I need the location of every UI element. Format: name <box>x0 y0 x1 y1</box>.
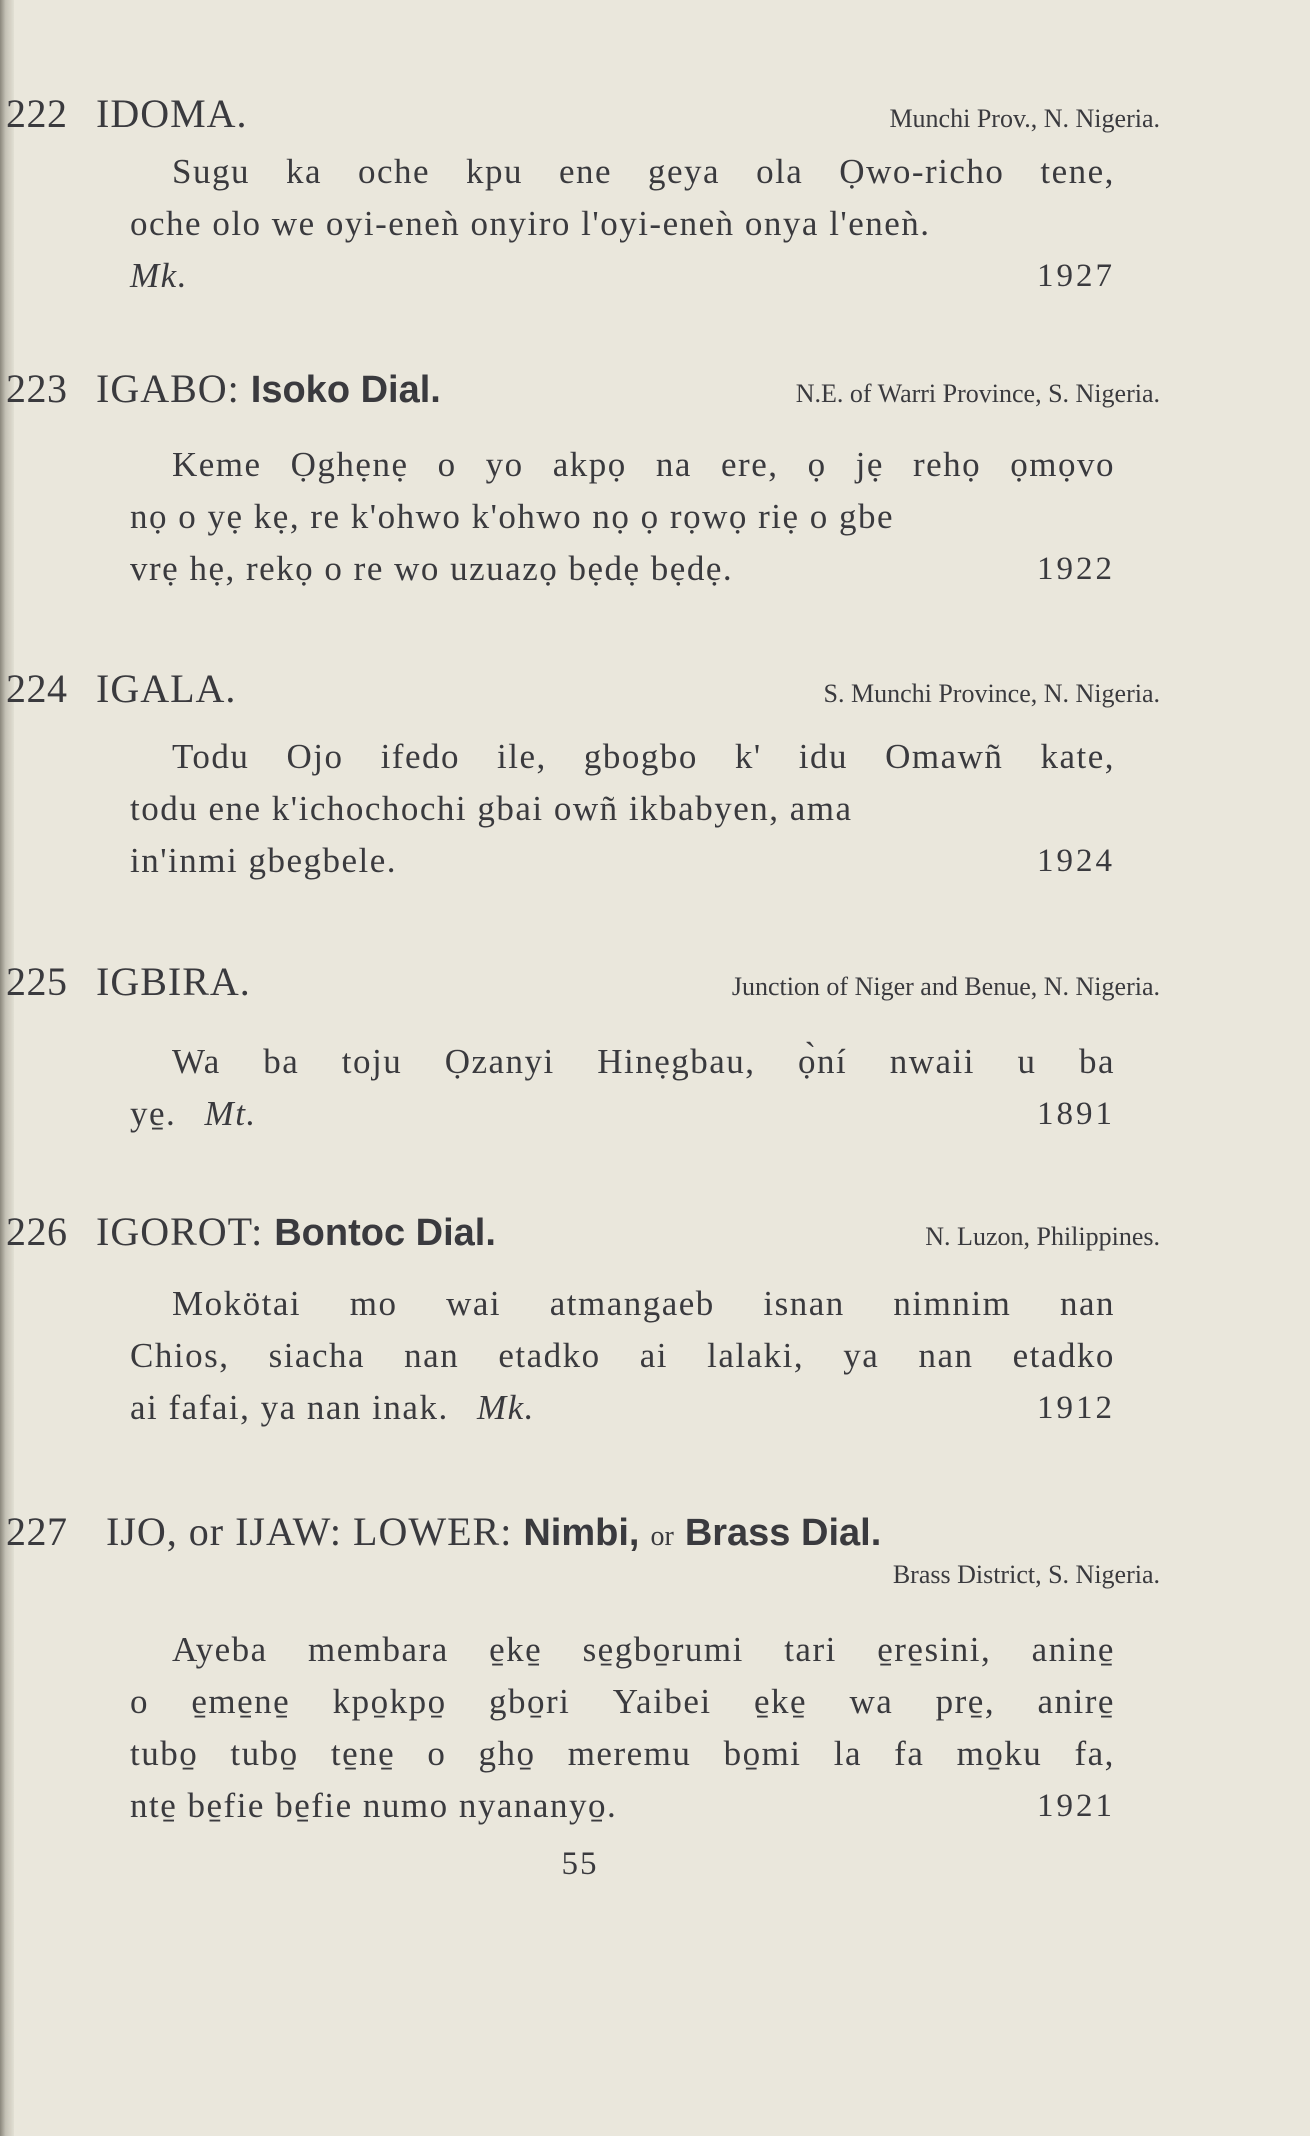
word: ai <box>639 1336 669 1375</box>
word: meremu <box>567 1734 692 1773</box>
text-line-content: ai fafai, ya nan inak. <box>130 1388 449 1427</box>
word: toju <box>341 1042 403 1081</box>
word: siacha <box>268 1336 366 1375</box>
entry-number: 226 <box>6 1209 68 1254</box>
entry-number: 225 <box>6 959 68 1004</box>
word: wai <box>446 1284 502 1323</box>
region-label: N. Luzon, Philippines. <box>925 1222 1160 1251</box>
word: kate, <box>1040 737 1115 776</box>
entry-heading <box>0 90 1160 150</box>
word: u <box>1017 1042 1037 1081</box>
word: idu <box>798 737 849 776</box>
word: tubo̱ <box>230 1734 299 1773</box>
word: ba <box>263 1042 300 1081</box>
word: mo <box>349 1284 398 1323</box>
text-line: nọ o yẹ kẹ, re k'ohwo k'ohwo nọ ọ rọwọ riẹ o gbe <box>130 497 895 536</box>
word: wa <box>849 1682 894 1721</box>
word: pre̱, <box>935 1682 996 1721</box>
region-label: Brass District, S. Nigeria. <box>892 1560 1160 1589</box>
text-line <box>130 1382 1115 1434</box>
word: bo̱mi <box>723 1734 802 1773</box>
word: ya <box>843 1336 880 1375</box>
source-abbreviation: Mk. <box>130 256 188 295</box>
word: anire̱ <box>1037 1682 1115 1721</box>
word: ola <box>756 152 804 191</box>
word: ọmọvo <box>1010 445 1115 484</box>
word: fa <box>894 1734 925 1773</box>
year: 1924 <box>1037 843 1115 879</box>
word: Hinẹgbau, <box>597 1042 756 1081</box>
word: nan <box>404 1336 460 1375</box>
entry-number: 224 <box>6 666 68 711</box>
text-line-content: in'inmi gbegbele. <box>130 841 398 880</box>
entry-region-row <box>0 1560 1160 1620</box>
entry-heading <box>0 958 1160 1018</box>
text-line: oche olo we oyi-eneǹ onyiro l'oyi-eneǹ onya l'eneǹ. <box>130 204 931 243</box>
text-line-content: ye̱. <box>130 1094 177 1133</box>
word: Todu <box>172 737 250 776</box>
text-line <box>130 250 1115 302</box>
entry-heading <box>0 665 1160 725</box>
year: 1921 <box>1037 1788 1115 1824</box>
word: Chios, <box>130 1336 230 1375</box>
word: la <box>833 1734 862 1773</box>
dialect-name: Isoko Dial. <box>250 369 441 411</box>
word: tubo̱ <box>130 1734 199 1773</box>
word: Yaibei <box>612 1682 712 1721</box>
word: atmangaeb <box>549 1284 715 1323</box>
word: e̱ke̱ <box>753 1682 808 1721</box>
source-abbreviation: Mt. <box>204 1094 257 1133</box>
word: tari <box>784 1630 837 1669</box>
text-line-content: vrẹ hẹ, rekọ o re wo uzuazọ bẹdẹ bẹdẹ. <box>130 549 734 588</box>
text-line <box>130 1278 1115 1330</box>
language-title: IGOROT: <box>96 1209 264 1254</box>
word: kpu <box>466 152 523 191</box>
language-name: IDOMA. <box>96 91 248 136</box>
word: anine̱ <box>1031 1630 1115 1669</box>
specimen-text <box>130 146 1115 302</box>
word: membara <box>308 1630 449 1669</box>
entry-heading <box>0 1508 1160 1568</box>
word: etadko <box>498 1336 601 1375</box>
word: o <box>130 1682 149 1721</box>
word: e̱re̱sini, <box>877 1630 992 1669</box>
source-abbreviation: Mk. <box>476 1388 535 1427</box>
language-name <box>106 1508 881 1555</box>
word: ba <box>1078 1042 1115 1081</box>
word: ka <box>285 152 322 191</box>
word: e̱me̱ne̱ <box>191 1682 291 1721</box>
word: ọ <box>807 445 827 484</box>
word: Ọwo-richo <box>839 152 1005 191</box>
word: mo̱ku <box>956 1734 1043 1773</box>
text-line: todu ene k'ichochochi gbai owñ ikbabyen, ama <box>130 789 853 828</box>
word: Ojo <box>286 737 344 776</box>
word: gbo̱ri <box>489 1682 571 1721</box>
word: Ayeba <box>172 1630 268 1669</box>
entry-heading <box>0 1208 1160 1268</box>
text-line <box>130 835 1115 887</box>
word: Wa <box>172 1042 221 1081</box>
word: yo <box>485 445 524 484</box>
text-line <box>130 543 1115 595</box>
word: nan <box>918 1336 974 1375</box>
word: gho̱ <box>478 1734 536 1773</box>
language-title: IJO, or IJAW: LOWER: <box>106 1509 513 1554</box>
word: nimnim <box>893 1284 1012 1323</box>
text-line <box>130 439 1115 491</box>
word: isnan <box>763 1284 845 1323</box>
entry-number: 222 <box>6 91 68 136</box>
word: lalaki, <box>707 1336 805 1375</box>
word: tene, <box>1040 152 1115 191</box>
word: fa, <box>1074 1734 1115 1773</box>
text-line <box>130 1676 1115 1728</box>
word: na <box>655 445 692 484</box>
text-line <box>130 1088 1115 1140</box>
word: nan <box>1059 1284 1115 1323</box>
text-line <box>130 146 1115 198</box>
entry-number: 227 <box>6 1509 68 1554</box>
text-line <box>130 1036 1115 1088</box>
text-line <box>130 1780 1115 1832</box>
word: geya <box>648 152 721 191</box>
region-label: Junction of Niger and Benue, N. Nigeria. <box>731 972 1160 1001</box>
dialect-name: Bontoc Dial. <box>274 1212 496 1254</box>
language-title: IGABO: <box>96 366 240 411</box>
language-name: IGALA. <box>96 666 237 711</box>
region-label: S. Munchi Province, N. Nigeria. <box>823 679 1160 708</box>
word: ene <box>558 152 613 191</box>
year: 1927 <box>1037 258 1115 294</box>
text-line <box>130 1728 1115 1780</box>
word: se̱gbo̱rumi <box>582 1630 744 1669</box>
word: akpọ <box>552 445 627 484</box>
word: te̱ne̱ <box>330 1734 396 1773</box>
specimen-text <box>130 731 1115 887</box>
page-binding-edge <box>0 0 14 2136</box>
word: Omawñ <box>885 737 1004 776</box>
word: ile, <box>497 737 547 776</box>
dialect-name: Nimbi, <box>523 1512 640 1554</box>
word: e̱ke̱ <box>489 1630 543 1669</box>
word: ọ̀ní <box>798 1042 848 1081</box>
word: gbogbo <box>583 737 698 776</box>
language-name <box>96 365 441 412</box>
word: jẹ <box>855 445 884 484</box>
word: etadko <box>1012 1336 1115 1375</box>
entry-number: 223 <box>6 366 68 411</box>
word: oche <box>357 152 431 191</box>
word: ifedo <box>380 737 460 776</box>
word: ere, <box>721 445 779 484</box>
word: rehọ <box>912 445 982 484</box>
language-name: IGBIRA. <box>96 959 251 1004</box>
year: 1922 <box>1037 551 1115 587</box>
dialect-connector: or <box>650 1521 674 1552</box>
page-number: 55 <box>561 1846 599 1882</box>
word: o <box>437 445 457 484</box>
specimen-text <box>130 1278 1115 1434</box>
text-line <box>130 1624 1115 1676</box>
language-name <box>96 1208 496 1255</box>
year: 1912 <box>1037 1390 1115 1426</box>
specimen-text <box>130 439 1115 595</box>
year: 1891 <box>1037 1096 1115 1132</box>
dialect-name-alt: Brass Dial. <box>684 1512 882 1554</box>
word: kpo̱kpo̱ <box>332 1682 447 1721</box>
text-line <box>130 1330 1115 1382</box>
word: nwaii <box>889 1042 975 1081</box>
region-label: N.E. of Warri Province, S. Nigeria. <box>795 379 1160 408</box>
word: k' <box>734 737 762 776</box>
word: o <box>427 1734 447 1773</box>
word: Sugu <box>172 152 250 191</box>
specimen-text <box>130 1036 1115 1140</box>
specimen-text <box>130 1624 1115 1832</box>
text-line <box>130 731 1115 783</box>
word: Mokötai <box>172 1284 302 1323</box>
text-line-content: nte̱ be̱fie be̱fie numo nyananyo̱. <box>130 1786 618 1825</box>
region-label: Munchi Prov., N. Nigeria. <box>889 104 1160 133</box>
word: Ọghẹnẹ <box>290 445 409 484</box>
word: Ọzanyi <box>444 1042 555 1081</box>
entry-heading <box>0 365 1160 425</box>
word: Keme <box>172 445 262 484</box>
